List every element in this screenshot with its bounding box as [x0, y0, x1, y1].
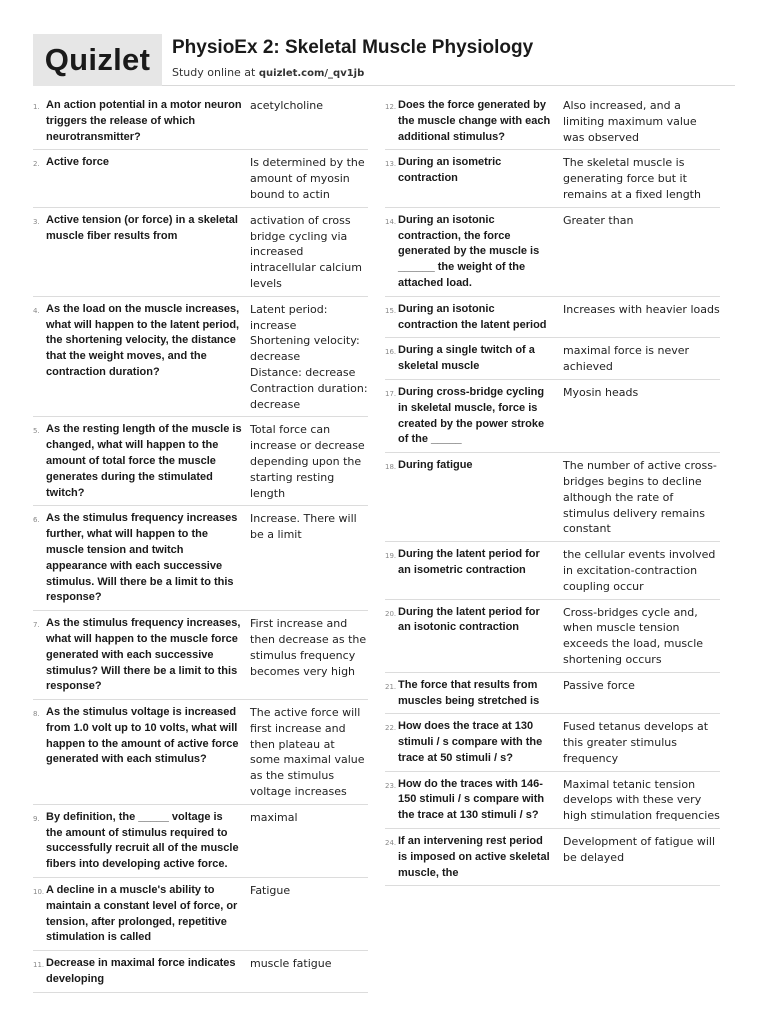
- card-number: 2.: [33, 160, 40, 169]
- card-term: How does the trace at 130 stimuli / s compare with the trace at 50 stimuli / s?: [398, 720, 543, 764]
- flashcard-row: [33, 93, 368, 150]
- card-number: 5.: [33, 427, 40, 436]
- card-term: As the resting length of the muscle is changed, what will happen to the amount of total force the muscle generates during the stimulated twitch?: [46, 423, 242, 499]
- card-number: 21.: [385, 682, 397, 691]
- card-term: Decrease in maximal force indicates developing: [46, 957, 236, 986]
- flashcard-row: [33, 878, 368, 951]
- right-card-column: [385, 93, 720, 886]
- card-definition: muscle fatigue: [250, 957, 332, 971]
- study-online-text: [172, 66, 364, 79]
- card-term: During an isometric contraction: [398, 156, 502, 185]
- flashcard-row: [385, 542, 720, 599]
- flashcard-row: [385, 673, 720, 715]
- page-header: [33, 34, 735, 86]
- card-term: During cross-bridge cycling in skeletal muscle, force is created by the power stroke of the _____: [398, 385, 545, 446]
- card-number: 9.: [33, 814, 40, 823]
- card-definition: Latent period: increase Shortening velocity: decrease Distance: decrease Contraction duration: decrease: [250, 302, 368, 411]
- flashcard-row: [385, 150, 720, 207]
- flashcard-row: [385, 453, 720, 542]
- flashcard-row: [33, 417, 368, 506]
- card-term: During an isotonic contraction the latent period: [398, 302, 547, 331]
- card-term: During fatigue: [398, 459, 473, 472]
- card-term: As the load on the muscle increases, what will happen to the latent period, the shortening velocity, the distance that the weight moves, and the contraction duration?: [46, 302, 240, 378]
- card-definition: Is determined by the amount of myosin bound to actin: [250, 156, 365, 201]
- card-term: During an isotonic contraction, the force generated by the muscle is ______ the weight of the attached load.: [398, 213, 540, 289]
- flashcard-row: [385, 297, 720, 339]
- card-definition: Cross-bridges cycle and, when muscle tension exceeds the load, muscle shortening occurs: [563, 605, 704, 666]
- card-definition: Fused tetanus develops at this greater stimulus frequency: [563, 720, 709, 765]
- card-definition: activation of cross bridge cycling via increased intracellular calcium levels: [250, 213, 362, 290]
- card-number: 16.: [385, 348, 397, 357]
- card-term: How do the traces with 146-150 stimuli / s compare with the trace at 130 stimuli / s?: [398, 777, 545, 822]
- card-number: 22.: [385, 724, 397, 733]
- card-definition: Passive force: [563, 678, 635, 692]
- card-definition: First increase and then decrease as the stimulus frequency becomes very high: [250, 617, 367, 678]
- card-definition: Greater than: [563, 213, 634, 227]
- study-link[interactable]: quizlet.com/_qv1jb: [258, 68, 365, 79]
- card-number: 8.: [33, 710, 40, 719]
- card-definition: Maximal tetanic tension develops with these very high stimulation frequencies: [563, 777, 720, 823]
- card-number: 12.: [385, 103, 397, 111]
- card-term: By definition, the _____ voltage is the amount of stimulus required to successfully recruit all of the muscle fibers into developing active force.: [46, 810, 239, 871]
- card-term: During a single twitch of a skeletal muscle: [398, 344, 535, 373]
- card-definition: maximal: [250, 810, 298, 824]
- card-number: 4.: [33, 306, 40, 315]
- card-number: 11.: [33, 961, 45, 970]
- card-term: A decline in a muscle's ability to maintain a constant level of force, or tension, after prolonged, repetitive stimulation is called: [46, 884, 238, 944]
- card-definition: The active force will first increase and then plateau at some maximal value as the stimulus voltage increases: [250, 706, 365, 799]
- card-number: 17.: [385, 389, 397, 398]
- card-definition: Increase. There will be a limit: [250, 512, 357, 542]
- card-term: As the stimulus frequency increases further, what will happen to the muscle tension and twitch appearance with each successive stimulus. Will there be a limit to this response?: [46, 512, 238, 604]
- card-definition: Also increased, and a limiting maximum value was observed: [563, 99, 697, 144]
- card-number: 10.: [33, 888, 45, 897]
- card-definition: The number of active cross-bridges begins to decline although the rate of stimulus delivery remains constant: [563, 459, 717, 536]
- card-number: 13.: [385, 160, 397, 169]
- flashcard-row: [33, 506, 368, 611]
- card-definition: Increases with heavier loads: [563, 302, 720, 316]
- flashcard-row: [33, 700, 368, 805]
- card-definition: Total force can increase or decrease depending upon the starting resting length: [250, 423, 365, 500]
- card-term: Active force: [46, 156, 109, 169]
- card-definition: Myosin heads: [563, 385, 639, 399]
- card-number: 15.: [385, 306, 397, 315]
- flashcard-row: [33, 951, 368, 993]
- flashcard-row: [385, 338, 720, 380]
- flashcard-row: [385, 380, 720, 453]
- card-term: An action potential in a motor neuron triggers the release of which neurotransmitter?: [46, 99, 242, 143]
- card-definition: Development of fatigue will be delayed: [563, 835, 716, 864]
- left-card-column: [33, 93, 368, 993]
- card-number: 18.: [385, 463, 397, 472]
- card-number: 20.: [385, 609, 397, 618]
- card-term: During the latent period for an isotonic contraction: [398, 605, 540, 634]
- card-term: As the stimulus voltage is increased from 1.0 volt up to 10 volts, what will happen to the amount of active force generated with each stimulus?: [46, 706, 239, 766]
- flashcard-row: [385, 714, 720, 771]
- card-number: 6.: [33, 516, 40, 525]
- flashcard-row: [385, 772, 720, 829]
- card-definition: the cellular events involved in excitation-contraction coupling occur: [563, 548, 716, 593]
- card-term: The force that results from muscles being stretched is: [398, 678, 540, 707]
- flashcard-row: [385, 208, 720, 297]
- flashcard-row: [385, 829, 720, 886]
- flashcard-row: [33, 611, 368, 700]
- flashcard-row: [385, 600, 720, 673]
- card-definition: Fatigue: [250, 884, 291, 898]
- flashcard-row: [33, 805, 368, 878]
- card-definition: acetylcholine: [250, 99, 324, 112]
- card-number: 3.: [33, 217, 40, 226]
- card-term: If an intervening rest period is imposed on active skeletal muscle, the: [398, 835, 550, 879]
- card-number: 7.: [33, 621, 40, 630]
- card-term: During the latent period for an isometric contraction: [398, 548, 540, 576]
- card-term: As the stimulus frequency increases, what will happen to the muscle force generated with each successive stimulus? Will there be a limit to this response?: [46, 617, 241, 693]
- card-number: 19.: [385, 552, 397, 561]
- card-number: 23.: [385, 781, 397, 790]
- flashcard-row: [33, 150, 368, 207]
- subtitle-prefix: Study online at: [172, 66, 259, 79]
- card-definition: maximal force is never achieved: [563, 344, 690, 374]
- flashcard-row: [33, 297, 368, 418]
- card-definition: The skeletal muscle is generating force but it remains at a fixed length: [563, 156, 701, 201]
- card-number: 14.: [385, 217, 397, 226]
- card-number: 1.: [33, 103, 40, 111]
- quizlet-logo[interactable]: Quizlet: [33, 34, 162, 86]
- card-number: 24.: [385, 839, 397, 848]
- page-title: PhysioEx 2: Skeletal Muscle Physiology: [172, 37, 534, 58]
- card-term: Active tension (or force) in a skeletal muscle fiber results from: [46, 213, 238, 242]
- card-term: Does the force generated by the muscle change with each additional stimulus?: [398, 99, 551, 143]
- flashcard-row: [385, 93, 720, 150]
- flashcard-row: [33, 208, 368, 297]
